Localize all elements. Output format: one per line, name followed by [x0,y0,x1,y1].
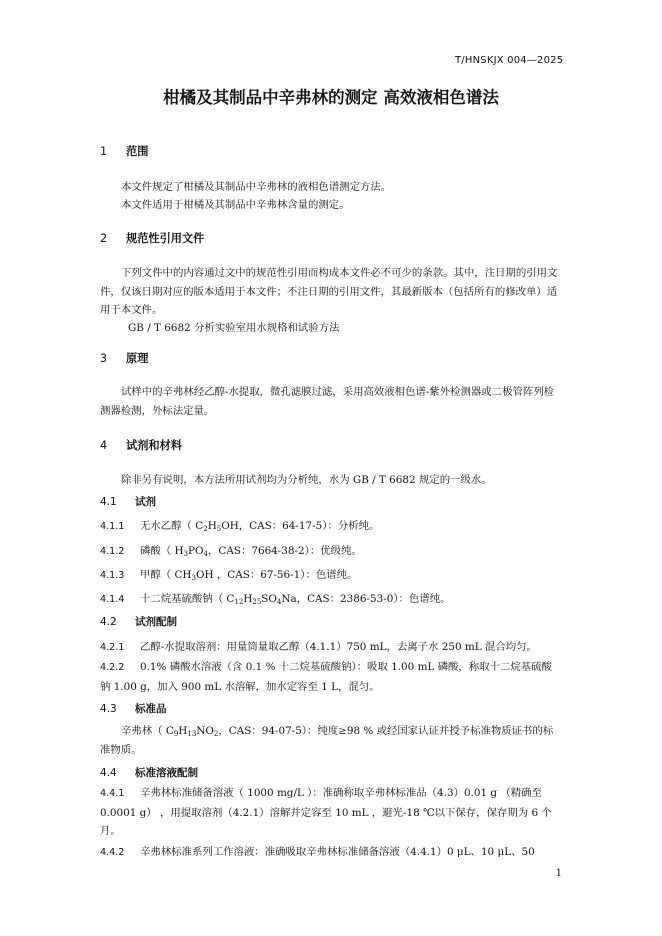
section-title: 试剂和材料 [126,439,182,452]
subscript: 25 [252,598,262,606]
subscript: 9 [173,730,179,738]
subscript: 2 [203,525,208,533]
paragraph-text: 试样中的辛弗林经乙醇-水提取，微孔滤膜过滤，采用高效液相色谱-紫外检测器或二极管阵列检测器检测，外标法定量。 [100,386,555,417]
subsection-title: 标准溶液配制 [135,767,198,779]
item-text: 0.1% 磷酸水溶液（含 0.1 % 十二烷基硫酸钠）：吸取 1.00 mL 磷酸，称取十二烷基硫酸钠 1.00 g，加入 900 mL 水溶解，加水定容至 1 L，混匀。 [100,661,552,693]
section-number: 1 [100,145,108,158]
paragraph: 本文件适用于柑橘及其制品中辛弗林含量的测定。 [121,199,350,211]
item-number: 4.4.2 [100,847,125,858]
paragraph: 除非另有说明，本方法所用试剂均为分析纯，水为 GB / T 6682 规定的一级水。 [121,474,492,486]
paragraph-text: NO [196,725,214,737]
item-text: H [207,520,217,532]
list-item [100,784,562,841]
standard-code: T/HNSKJX 004—2025 [455,55,564,66]
item-text: OH ，CAS：67-56-1）：色谱纯。 [195,569,358,581]
item-number: 4.1.2 [100,546,125,557]
subscript: 5 [216,525,222,533]
subsection-number: 4.2 [100,616,117,628]
list-item [100,590,451,605]
item-text: 辛弗林标准储备溶液（ 1000 mg/L ）：准确称取辛弗林标准品（4.3）0.01 g （精确至 0.0001 g） ，用提取溶剂（4.2.1）溶解并定容至 10 mL ，避光-18 ℃以下保存，保存期为 6 个月。 [100,787,552,837]
subsection-4-3-heading [100,701,167,716]
subscript: 2 [213,730,219,738]
item-text: 辛弗林标准系列工作溶液：准确吸取辛弗林标准储备溶液（4.4.1）0 μL、10 μL、50 [140,846,535,858]
item-text: OH，CAS：64-17-5）：分析纯。 [221,520,380,532]
paragraph: 本文件规定了柑橘及其制品中辛弗林的液相色谱测定方法。 [121,181,392,193]
paragraph-text: ，CAS：94-07-5）：纯度≥98 % 或经国家认证并授予标准物质证书的标准物质。 [100,725,554,756]
subscript: 3 [191,574,196,582]
item-number: 4.1.1 [100,521,125,532]
subscript: 4 [203,550,208,558]
item-number: 4.2.2 [100,662,125,673]
list-item [100,843,535,858]
section-title: 范围 [126,145,149,158]
paragraph [100,722,562,759]
document-title: 柑橘及其制品中辛弗林的测定 高效液相色谱法 [163,88,499,107]
section-3-heading [100,350,148,366]
item-number: 4.4.1 [100,788,125,799]
subscript: 12 [234,598,244,606]
normative-reference: GB / T 6682 分析实验室用水规格和试验方法 [128,322,340,334]
paragraph-text: H [178,725,188,737]
subsection-title: 试剂配制 [135,616,177,628]
subsection-number: 4.4 [100,767,117,779]
subsection-4-2-heading [100,614,177,629]
section-2-heading [100,230,204,246]
item-text: 无水乙醇（ C [140,520,204,532]
subscript: 4 [276,598,282,606]
paragraph [100,383,562,420]
paragraph-text: 辛弗林（ C [121,725,174,737]
item-text: 十二烷基硫酸钠（ C [140,593,235,605]
list-item [100,542,362,557]
list-item [100,658,562,696]
section-title: 规范性引用文件 [126,232,205,245]
item-text: SO [261,593,277,605]
subsection-4-1-heading [100,494,156,509]
subscript: 3 [183,550,189,558]
subscript: 13 [187,730,197,738]
item-text: PO [188,545,204,557]
page-number: 1 [555,868,562,879]
section-number: 4 [100,439,108,452]
section-title: 原理 [126,352,149,365]
subsection-number: 4.1 [100,496,117,508]
paragraph [100,264,562,320]
item-text: H [243,593,253,605]
item-text: ，CAS：7664-38-2）：优级纯。 [208,545,362,557]
section-number: 2 [100,232,108,245]
section-number: 3 [100,352,108,365]
subsection-4-4-heading [100,765,198,780]
subsection-title: 标准品 [135,703,167,715]
list-item [100,566,357,581]
item-number: 4.1.3 [100,570,125,581]
paragraph-text: 下列文件中的内容通过文中的规范性引用而构成本文件必不可少的条款。其中，注日期的引用文件，仅该日期对应的版本适用于本文件；不注日期的引用文件，其最新版本（包括所有的修改单）适用于本文件。 [100,267,558,316]
item-text: Na，CAS：2386-53-0）：色谱纯。 [281,593,451,605]
item-number: 4.2.1 [100,642,125,653]
item-number: 4.1.4 [100,594,125,605]
item-text: 磷酸（ H [140,545,184,557]
list-item [100,517,379,532]
subsection-title: 试剂 [135,496,156,508]
subsection-number: 4.3 [100,703,117,715]
item-text: 甲醇（ CH [140,569,192,581]
item-text: 乙醇-水提取溶剂：用量筒量取乙醇（4.1.1）750 mL，去离子水 250 mL 混合均匀。 [140,641,537,653]
list-item [100,638,537,653]
section-4-heading [100,437,182,453]
section-1-heading [100,143,148,159]
